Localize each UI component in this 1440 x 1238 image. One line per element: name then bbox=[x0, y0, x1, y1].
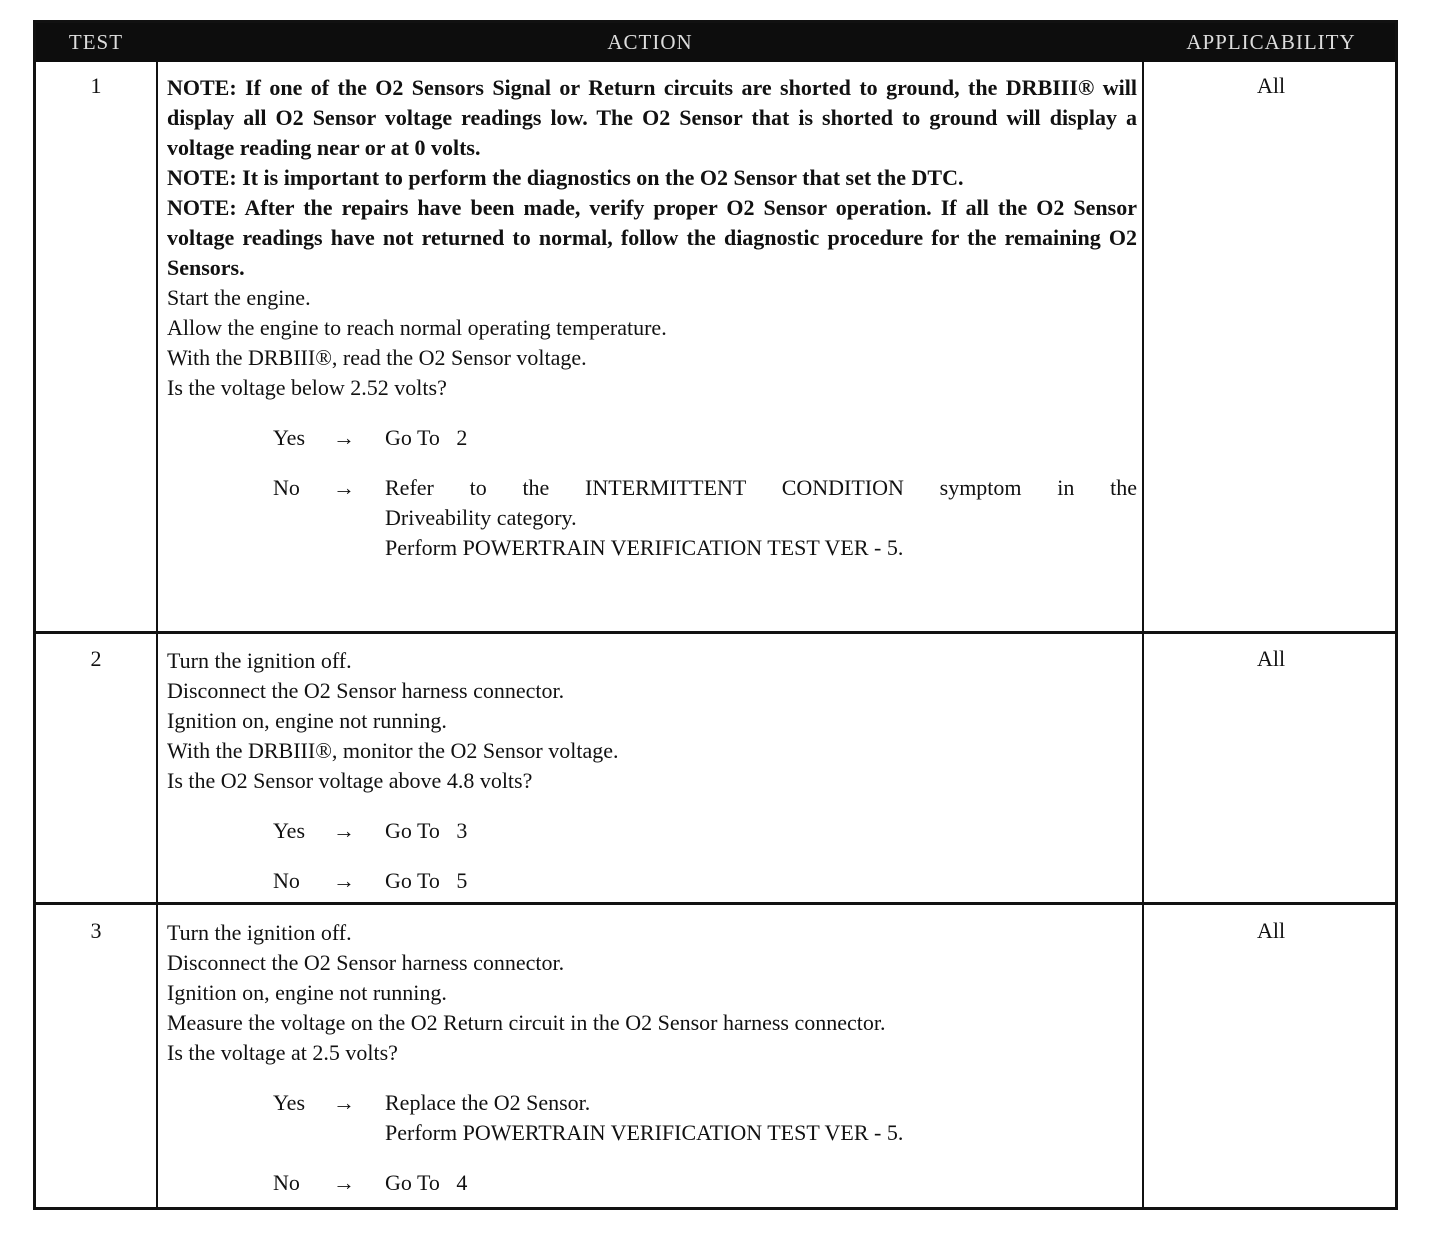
answer-yes bbox=[167, 1088, 1137, 1148]
answer-label: No bbox=[273, 868, 300, 893]
arrow-icon: → bbox=[333, 475, 355, 500]
arrow-icon: → bbox=[333, 868, 355, 893]
answer-yes bbox=[167, 423, 1137, 453]
question-text: Is the voltage at 2.5 volts? bbox=[167, 1040, 398, 1065]
test-number: 2 bbox=[90, 646, 102, 671]
test-number: 3 bbox=[90, 918, 102, 943]
answer-label: No bbox=[273, 1170, 300, 1195]
step-text: Measure the voltage on the O2 Return circuit in the O2 Sensor harness connector. bbox=[167, 1010, 886, 1035]
action-cell bbox=[167, 918, 1137, 1198]
answer-label: Yes bbox=[273, 818, 306, 843]
step-text: Ignition on, engine not running. bbox=[167, 980, 447, 1005]
step-text: Start the engine. bbox=[167, 285, 311, 310]
applicability-value: All bbox=[1256, 918, 1286, 943]
answer-result: Go To 3 bbox=[385, 818, 468, 843]
row-divider bbox=[36, 902, 1395, 905]
question-text: Is the voltage below 2.52 volts? bbox=[167, 375, 447, 400]
step-text: Turn the ignition off. bbox=[167, 920, 352, 945]
step-text: Turn the ignition off. bbox=[167, 648, 352, 673]
step-text: With the DRBIII®, monitor the O2 Sensor voltage. bbox=[167, 738, 619, 763]
note-text: NOTE: After the repairs have been made, verify proper O2 Sensor operation. If all the O2 Sensor voltage readings have not returned to normal, follow the diagnostic procedure for the remaining O2 Sensors. bbox=[167, 195, 1137, 280]
header-action: ACTION bbox=[607, 30, 693, 54]
column-divider bbox=[1142, 62, 1144, 1207]
arrow-icon: → bbox=[333, 1090, 355, 1115]
column-divider bbox=[156, 62, 158, 1207]
note-text: NOTE: If one of the O2 Sensors Signal or Return circuits are shorted to ground, the DRBIII® will display all O2 Sensor voltage readings low. The O2 Sensor that is shorted to ground will display a voltage reading near or at 0 volts. bbox=[167, 75, 1137, 160]
applicability-value: All bbox=[1256, 646, 1286, 671]
question-text: Is the O2 Sensor voltage above 4.8 volts? bbox=[167, 768, 533, 793]
answer-result: Go To 5 bbox=[385, 868, 468, 893]
arrow-icon: → bbox=[333, 818, 355, 843]
answer-result: Go To 2 bbox=[385, 425, 468, 450]
answer-yes bbox=[167, 816, 1137, 846]
answer-result: Go To 4 bbox=[385, 1170, 468, 1195]
applicability-value: All bbox=[1256, 73, 1286, 98]
step-text: Ignition on, engine not running. bbox=[167, 708, 447, 733]
test-number: 1 bbox=[90, 73, 102, 98]
action-cell bbox=[167, 73, 1137, 563]
diagnostic-table bbox=[33, 20, 1398, 1210]
arrow-icon: → bbox=[333, 425, 355, 450]
answer-no bbox=[167, 1168, 1137, 1198]
header-applicability: APPLICABILITY bbox=[1186, 30, 1356, 54]
action-cell bbox=[167, 646, 1137, 896]
answer-result: Refer to the INTERMITTENT CONDITION symptom in the Driveability category. Perform POWERTRAIN VERIFICATION TEST VER - 5. bbox=[385, 475, 1137, 560]
answer-result: Replace the O2 Sensor. Perform POWERTRAIN VERIFICATION TEST VER - 5. bbox=[385, 1090, 904, 1145]
note-text: NOTE: It is important to perform the diagnostics on the O2 Sensor that set the DTC. bbox=[167, 165, 964, 190]
step-text: Allow the engine to reach normal operating temperature. bbox=[167, 315, 667, 340]
answer-label: No bbox=[273, 475, 300, 500]
arrow-icon: → bbox=[333, 1170, 355, 1195]
step-text: Disconnect the O2 Sensor harness connector. bbox=[167, 678, 565, 703]
row-divider bbox=[36, 631, 1395, 634]
table-header bbox=[36, 23, 1395, 62]
header-test: TEST bbox=[68, 30, 124, 54]
answer-label: Yes bbox=[273, 425, 306, 450]
answer-label: Yes bbox=[273, 1090, 306, 1115]
answer-no bbox=[167, 866, 1137, 896]
step-text: With the DRBIII®, read the O2 Sensor voltage. bbox=[167, 345, 587, 370]
answer-no bbox=[167, 473, 1137, 563]
step-text: Disconnect the O2 Sensor harness connector. bbox=[167, 950, 565, 975]
